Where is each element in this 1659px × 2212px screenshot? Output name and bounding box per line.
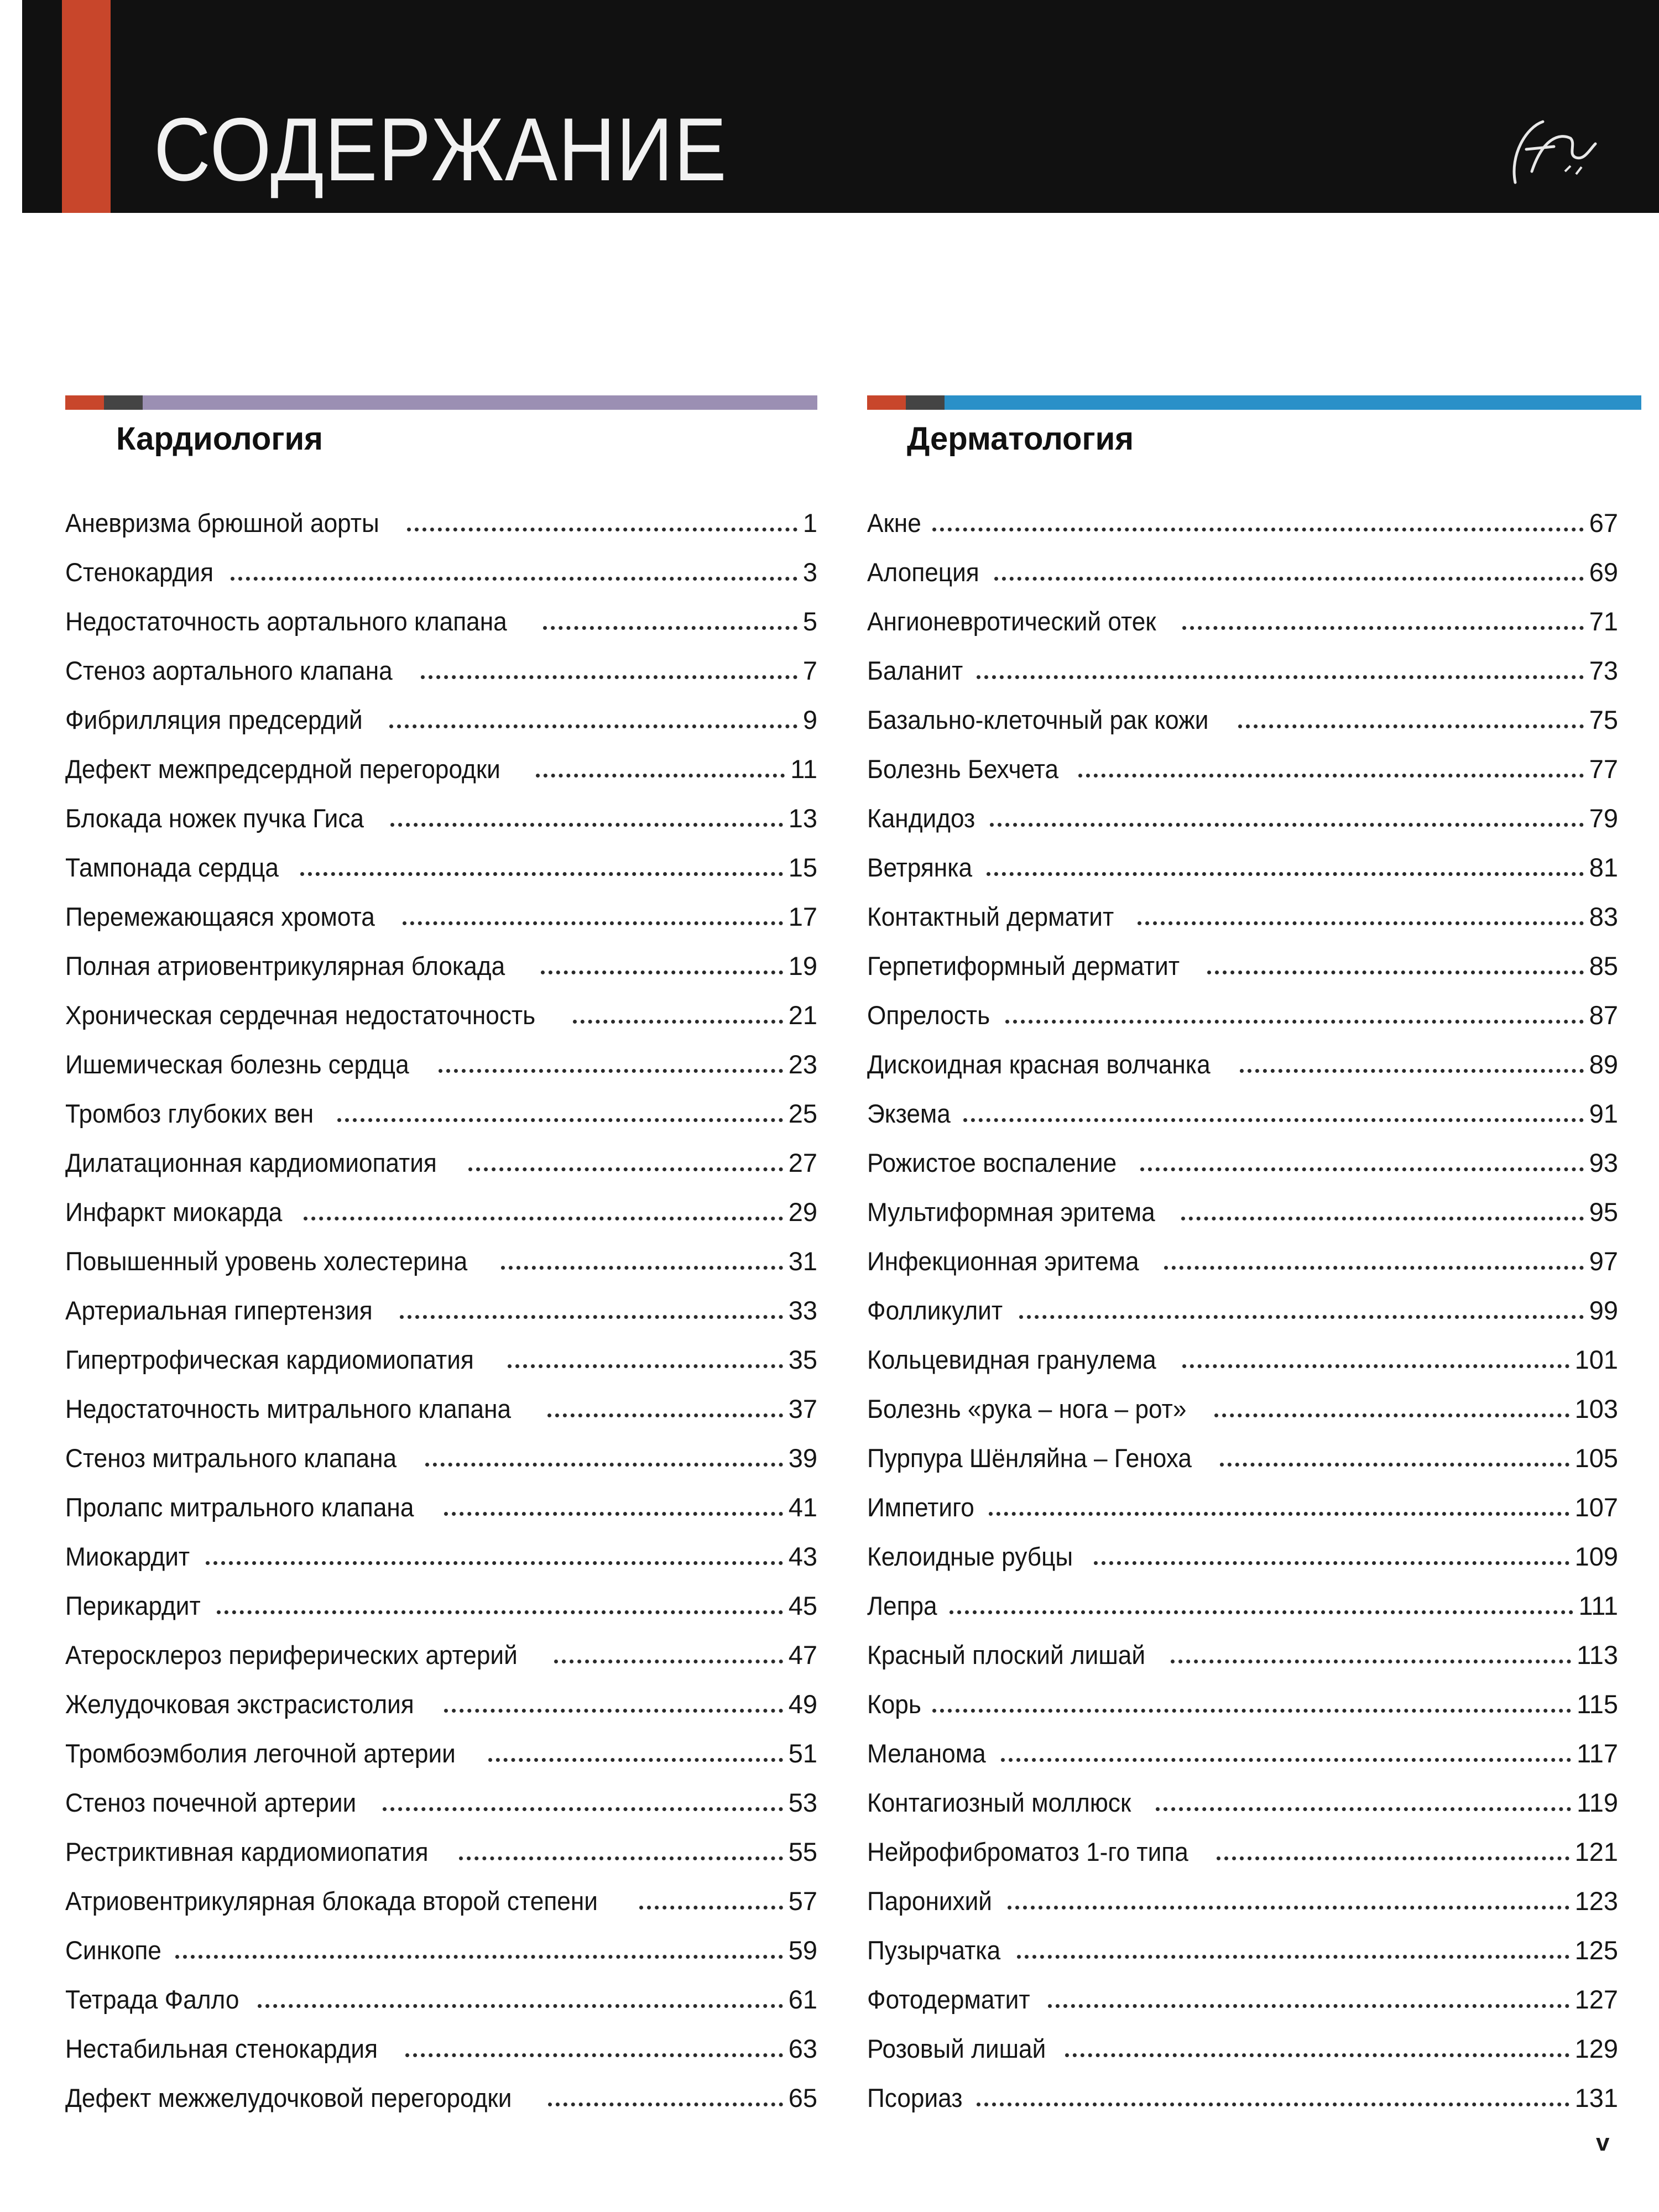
toc-entry-page: 69	[1589, 557, 1618, 587]
dot-leader	[541, 971, 783, 974]
toc-entry-title: Тромбоз глубоких вен	[65, 1099, 314, 1128]
toc-list-dermatology	[867, 487, 1618, 2111]
toc-entry-page: 59	[788, 1936, 817, 1965]
toc-entry-page: 97	[1589, 1246, 1618, 1276]
toc-entry[interactable]	[65, 782, 817, 831]
dot-leader	[403, 921, 783, 925]
toc-entry[interactable]	[867, 1717, 1618, 1766]
toc-entry[interactable]	[65, 880, 817, 930]
toc-entry[interactable]	[65, 1520, 817, 1569]
toc-entry-title: Опрелость	[867, 1000, 990, 1030]
toc-entry-title: Герпетиформный дерматит	[867, 951, 1180, 980]
toc-entry[interactable]	[867, 930, 1618, 979]
dot-leader	[1220, 1463, 1569, 1467]
toc-entry-page: 121	[1574, 1837, 1618, 1866]
toc-entry-title: Болезнь Бехчета	[867, 754, 1059, 784]
page-title: СОДЕРЖАНИЕ	[154, 100, 728, 200]
toc-entry-page: 31	[788, 1246, 817, 1276]
dot-leader	[501, 1266, 783, 1270]
toc-entry-title: Дискоидная красная волчанка	[867, 1050, 1211, 1079]
toc-entry-title: Розовый лишай	[867, 2034, 1046, 2063]
dot-leader	[639, 1906, 782, 1910]
toc-entry-page: 99	[1589, 1296, 1618, 1325]
toc-entry-title: Перемежающаяся хромота	[65, 902, 375, 931]
dot-leader	[1238, 724, 1584, 728]
toc-entry-page: 39	[788, 1443, 817, 1473]
toc-entry-title: Мультиформная эритема	[867, 1197, 1155, 1227]
cardiology-section-rule	[65, 395, 817, 410]
toc-entry[interactable]	[65, 1717, 817, 1766]
toc-entry[interactable]	[65, 2062, 817, 2111]
toc-entry-title: Инфекционная эритема	[867, 1246, 1139, 1276]
toc-entry[interactable]	[867, 733, 1618, 782]
toc-entry-title: Гипертрофическая кардиомиопатия	[65, 1345, 474, 1374]
toc-entry-page: 9	[802, 705, 817, 734]
toc-entry-page: 3	[802, 557, 817, 587]
dot-leader	[175, 1955, 783, 1959]
section-title-dermatology: Дерматология	[907, 421, 1134, 457]
toc-entry-title: Келоидные рубцы	[867, 1542, 1073, 1571]
dot-leader	[258, 2004, 782, 2008]
toc-entry[interactable]	[867, 1766, 1618, 1815]
toc-entry[interactable]	[867, 1077, 1618, 1126]
toc-entry[interactable]	[867, 2012, 1618, 2062]
toc-entry-title: Миокардит	[65, 1542, 190, 1571]
toc-entry[interactable]	[867, 536, 1618, 585]
dot-leader	[459, 1856, 782, 1860]
toc-entry[interactable]	[65, 1668, 817, 1717]
dot-leader	[990, 823, 1584, 827]
toc-entry-page: 23	[788, 1050, 817, 1079]
toc-entry-page: 1	[802, 508, 817, 538]
toc-entry-title: Пролапс митрального клапана	[65, 1493, 414, 1522]
toc-entry[interactable]	[867, 634, 1618, 684]
toc-entry-page: 35	[788, 1345, 817, 1374]
toc-entry-page: 85	[1589, 951, 1618, 980]
toc-entry[interactable]	[867, 1569, 1618, 1619]
toc-entry[interactable]	[65, 979, 817, 1028]
dot-leader	[468, 1167, 783, 1171]
toc-entry-title: Фибрилляция предсердий	[65, 705, 363, 734]
toc-entry[interactable]	[65, 536, 817, 585]
toc-entry-title: Фолликулит	[867, 1296, 1003, 1325]
toc-entry-title: Синкопе	[65, 1936, 161, 1965]
toc-entry-page: 25	[788, 1099, 817, 1128]
toc-entry-title: Инфаркт миокарда	[65, 1197, 283, 1227]
toc-entry-title: Тетрада Фалло	[65, 1985, 239, 2014]
toc-entry-page: 33	[788, 1296, 817, 1325]
toc-entry-title: Повышенный уровень холестерина	[65, 1246, 468, 1276]
toc-entry[interactable]	[867, 1914, 1618, 1963]
toc-entry-title: Лепра	[867, 1591, 937, 1620]
toc-entry[interactable]	[867, 1520, 1618, 1569]
dot-leader	[1048, 2004, 1569, 2008]
toc-entry[interactable]	[867, 1028, 1618, 1077]
dot-leader	[548, 2103, 783, 2106]
toc-entry[interactable]	[65, 1865, 817, 1914]
toc-entry[interactable]	[65, 1225, 817, 1274]
toc-entry[interactable]	[867, 1126, 1618, 1176]
dot-leader	[304, 1217, 782, 1220]
toc-entry-title: Нестабильная стенокардия	[65, 2034, 378, 2063]
toc-entry[interactable]	[867, 585, 1618, 634]
toc-entry[interactable]	[867, 1323, 1618, 1373]
toc-entry-page: 57	[788, 1886, 817, 1916]
dot-leader	[1214, 1413, 1569, 1417]
toc-entry-title: Акне	[867, 508, 921, 538]
toc-entry-page: 53	[788, 1788, 817, 1817]
dot-leader	[508, 1364, 783, 1368]
toc-entry-page: 65	[788, 2083, 817, 2112]
toc-entry-page: 89	[1589, 1050, 1618, 1079]
dot-leader	[439, 1069, 782, 1073]
toc-entry[interactable]	[867, 880, 1618, 930]
toc-entry-page: 67	[1589, 508, 1618, 538]
toc-entry-page: 27	[788, 1148, 817, 1177]
toc-entry-title: Контактный дерматит	[867, 902, 1114, 931]
dot-leader	[1217, 1856, 1569, 1860]
toc-entry[interactable]	[65, 1963, 817, 2012]
dot-leader	[1078, 774, 1584, 778]
dot-leader	[383, 1807, 783, 1811]
dot-leader	[554, 1660, 783, 1663]
toc-entry-page: 87	[1589, 1000, 1618, 1030]
toc-entry[interactable]	[867, 684, 1618, 733]
toc-entry-title: Стеноз митрального клапана	[65, 1443, 397, 1473]
toc-entry-title: Фотодерматит	[867, 1985, 1030, 2014]
toc-entry[interactable]	[65, 1373, 817, 1422]
toc-entry-page: 83	[1589, 902, 1618, 931]
dot-leader	[989, 1512, 1569, 1516]
toc-entry-title: Красный плоский лишай	[867, 1640, 1146, 1670]
dot-leader	[1017, 1955, 1569, 1959]
toc-entry[interactable]	[65, 1914, 817, 1963]
header-accent-stripe	[62, 0, 111, 213]
toc-entry[interactable]	[65, 1176, 817, 1225]
toc-entry-page: 125	[1574, 1936, 1618, 1965]
toc-entry-title: Рестриктивная кардиомиопатия	[65, 1837, 429, 1866]
toc-entry[interactable]	[65, 1422, 817, 1471]
toc-entry-title: Меланома	[867, 1739, 986, 1768]
dot-leader	[987, 872, 1584, 876]
dot-leader	[1182, 1364, 1569, 1368]
toc-entry[interactable]	[65, 930, 817, 979]
toc-entry-title: Тромбоэмболия легочной артерии	[65, 1739, 456, 1768]
dot-leader	[1140, 1167, 1584, 1171]
toc-entry[interactable]	[65, 1619, 817, 1668]
toc-entry[interactable]	[867, 1865, 1618, 1914]
dot-leader	[1065, 2053, 1569, 2057]
dot-leader	[300, 872, 783, 876]
toc-list-cardiology	[65, 487, 817, 2111]
toc-entry[interactable]	[65, 634, 817, 684]
dot-leader	[536, 774, 785, 778]
toc-entry-page: 7	[802, 656, 817, 685]
toc-entry[interactable]	[65, 1274, 817, 1323]
toc-entry-title: Дефект межпредсердной перегородки	[65, 754, 500, 784]
dot-leader	[994, 577, 1584, 581]
toc-entry[interactable]	[65, 1077, 817, 1126]
page-number: v	[1596, 2129, 1610, 2156]
toc-entry-page: 29	[788, 1197, 817, 1227]
toc-entry[interactable]	[65, 2012, 817, 2062]
dot-leader	[1001, 1758, 1571, 1762]
toc-entry-page: 37	[788, 1394, 817, 1423]
toc-entry-page: 71	[1589, 607, 1618, 636]
toc-entry[interactable]	[867, 1422, 1618, 1471]
toc-entry-page: 63	[788, 2034, 817, 2063]
toc-entry-title: Блокада ножек пучка Гиса	[65, 804, 364, 833]
dot-leader	[977, 2103, 1569, 2106]
dot-leader	[444, 1512, 783, 1516]
toc-entry-page: 21	[788, 1000, 817, 1030]
toc-entry-page: 115	[1577, 1689, 1618, 1719]
toc-entry-title: Желудочковая экстрасистолия	[65, 1689, 414, 1719]
toc-entry[interactable]	[867, 782, 1618, 831]
toc-entry-title: Атеросклероз периферических артерий	[65, 1640, 518, 1670]
toc-entry-title: Рожистое воспаление	[867, 1148, 1117, 1177]
toc-entry-title: Перикардит	[65, 1591, 201, 1620]
toc-entry[interactable]	[65, 1028, 817, 1077]
toc-entry-title: Нейрофиброматоз 1-го типа	[867, 1837, 1188, 1866]
dot-leader	[1207, 971, 1584, 974]
dot-leader	[1005, 1020, 1583, 1024]
section-title-cardiology: Кардиология	[116, 421, 323, 457]
toc-entry-page: 127	[1574, 1985, 1618, 2014]
dot-leader	[1171, 1660, 1571, 1663]
toc-entry-title: Ветрянка	[867, 853, 973, 882]
toc-entry-title: Пузырчатка	[867, 1936, 1001, 1965]
toc-entry-page: 73	[1589, 656, 1618, 685]
toc-entry[interactable]	[867, 1668, 1618, 1717]
toc-entry-page: 101	[1574, 1345, 1618, 1374]
toc-entry[interactable]	[65, 585, 817, 634]
dot-leader	[390, 823, 782, 827]
toc-entry-title: Экзема	[867, 1099, 951, 1128]
toc-entry-page: 107	[1574, 1493, 1618, 1522]
dot-leader	[932, 1709, 1571, 1713]
toc-entry-page: 49	[788, 1689, 817, 1719]
toc-entry-title: Полная атриовентрикулярная блокада	[65, 951, 505, 980]
dot-leader	[1181, 1217, 1584, 1220]
toc-entry-title: Стеноз почечной артерии	[65, 1788, 357, 1817]
toc-entry[interactable]	[65, 1569, 817, 1619]
dot-leader	[963, 1118, 1583, 1122]
toc-entry-page: 113	[1577, 1640, 1618, 1670]
dot-leader	[389, 724, 797, 728]
toc-entry[interactable]	[65, 1815, 817, 1865]
toc-entry-page: 95	[1589, 1197, 1618, 1227]
toc-entry[interactable]	[867, 1225, 1618, 1274]
toc-entry-title: Баланит	[867, 656, 963, 685]
toc-entry[interactable]	[867, 1471, 1618, 1520]
toc-entry[interactable]	[867, 1373, 1618, 1422]
toc-entry-page: 109	[1574, 1542, 1618, 1571]
dot-leader	[543, 626, 797, 630]
toc-entry-page: 43	[788, 1542, 817, 1571]
toc-entry-page: 119	[1577, 1788, 1618, 1817]
toc-entry-page: 55	[788, 1837, 817, 1866]
toc-entry-title: Недостаточность митрального клапана	[65, 1394, 512, 1423]
dot-leader	[231, 577, 797, 581]
toc-entry-title: Недостаточность аортального клапана	[65, 607, 507, 636]
dot-leader	[950, 1610, 1573, 1614]
toc-entry-title: Базально-клеточный рак кожи	[867, 705, 1209, 734]
toc-entry-page: 41	[788, 1493, 817, 1522]
toc-entry[interactable]	[867, 979, 1618, 1028]
dot-leader	[337, 1118, 783, 1122]
toc-entry-page: 91	[1589, 1099, 1618, 1128]
toc-entry-title: Ишемическая болезнь сердца	[65, 1050, 409, 1079]
dot-leader	[400, 1315, 783, 1319]
dermatology-section-rule	[867, 395, 1641, 410]
toc-entry-page: 123	[1574, 1886, 1618, 1916]
toc-entry[interactable]	[65, 1323, 817, 1373]
toc-entry-title: Пурпура Шёнляйна – Геноха	[867, 1443, 1192, 1473]
dot-leader	[444, 1709, 783, 1713]
toc-entry-page: 77	[1589, 754, 1618, 784]
toc-entry-title: Контагиозный моллюск	[867, 1788, 1131, 1817]
dot-leader	[217, 1610, 782, 1614]
toc-entry[interactable]	[65, 1766, 817, 1815]
dot-leader	[425, 1463, 782, 1467]
toc-entry-page: 51	[788, 1739, 817, 1768]
toc-entry[interactable]	[65, 487, 817, 536]
toc-entry-page: 13	[788, 804, 817, 833]
toc-entry[interactable]	[867, 1176, 1618, 1225]
toc-entry-title: Дилатационная кардиомиопатия	[65, 1148, 437, 1177]
toc-entry-page: 103	[1574, 1394, 1618, 1423]
toc-entry[interactable]	[867, 487, 1618, 536]
toc-entry-title: Болезнь «рука – нога – рот»	[867, 1394, 1187, 1423]
toc-entry-page: 81	[1589, 853, 1618, 882]
toc-entry[interactable]	[867, 1815, 1618, 1865]
toc-entry-page: 93	[1589, 1148, 1618, 1177]
dot-leader	[206, 1561, 783, 1565]
toc-entry[interactable]	[867, 1963, 1618, 2012]
toc-entry-title: Атриовентрикулярная блокада второй степени	[65, 1886, 598, 1916]
toc-entry-page: 129	[1574, 2034, 1618, 2063]
toc-entry-title: Импетиго	[867, 1493, 974, 1522]
toc-entry-page: 47	[788, 1640, 817, 1670]
toc-entry[interactable]	[65, 733, 817, 782]
toc-entry[interactable]	[867, 1619, 1618, 1668]
toc-entry[interactable]	[65, 831, 817, 880]
toc-entry-page: 17	[788, 902, 817, 931]
dot-leader	[1182, 626, 1584, 630]
toc-entry-page: 117	[1577, 1739, 1618, 1768]
dot-leader	[1240, 1069, 1583, 1073]
toc-entry-page: 11	[790, 754, 817, 784]
toc-entry-page: 61	[788, 1985, 817, 2014]
dot-leader	[405, 2053, 783, 2057]
toc-entry-title: Кандидоз	[867, 804, 975, 833]
dot-leader	[547, 1413, 783, 1417]
dot-leader	[932, 528, 1584, 531]
dot-leader	[1156, 1807, 1571, 1811]
toc-entry-page: 79	[1589, 804, 1618, 833]
toc-entry-title: Стенокардия	[65, 557, 214, 587]
toc-entry-title: Артериальная гипертензия	[65, 1296, 373, 1325]
toc-entry-page: 45	[788, 1591, 817, 1620]
toc-entry-title: Кольцевидная гранулема	[867, 1345, 1156, 1374]
dot-leader	[407, 528, 797, 531]
toc-entry[interactable]	[65, 1126, 817, 1176]
toc-entry-page: 19	[788, 951, 817, 980]
toc-entry-title: Корь	[867, 1689, 921, 1719]
toc-entry-page: 111	[1578, 1591, 1618, 1620]
toc-entry-title: Псориаз	[867, 2083, 963, 2112]
toc-entry[interactable]	[867, 1274, 1618, 1323]
dot-leader	[1008, 1906, 1569, 1910]
netter-signature-logo	[1493, 105, 1604, 199]
toc-entry-title: Алопеция	[867, 557, 979, 587]
dot-leader	[421, 675, 797, 679]
toc-entry-title: Дефект межжелудочковой перегородки	[65, 2083, 512, 2112]
toc-entry-page: 131	[1574, 2083, 1618, 2112]
toc-entry-title: Стеноз аортального клапана	[65, 656, 393, 685]
dot-leader	[1019, 1315, 1584, 1319]
dot-leader	[977, 675, 1583, 679]
toc-entry[interactable]	[65, 1471, 817, 1520]
toc-entry-page: 75	[1589, 705, 1618, 734]
toc-entry[interactable]	[65, 684, 817, 733]
toc-entry-title: Паронихий	[867, 1886, 992, 1916]
toc-entry-title: Аневризма брюшной аорты	[65, 508, 379, 538]
toc-entry-title: Ангионевротический отек	[867, 607, 1156, 636]
toc-entry-page: 5	[802, 607, 817, 636]
toc-entry[interactable]	[867, 831, 1618, 880]
toc-entry-title: Хроническая сердечная недостаточность	[65, 1000, 536, 1030]
toc-entry[interactable]	[867, 2062, 1618, 2111]
toc-entry-page: 15	[788, 853, 817, 882]
toc-entry-title: Тампонада сердца	[65, 853, 279, 882]
dot-leader	[573, 1020, 782, 1024]
dot-leader	[1138, 921, 1584, 925]
dot-leader	[488, 1758, 783, 1762]
toc-entry-page: 105	[1574, 1443, 1618, 1473]
dot-leader	[1094, 1561, 1569, 1565]
dot-leader	[1164, 1266, 1584, 1270]
